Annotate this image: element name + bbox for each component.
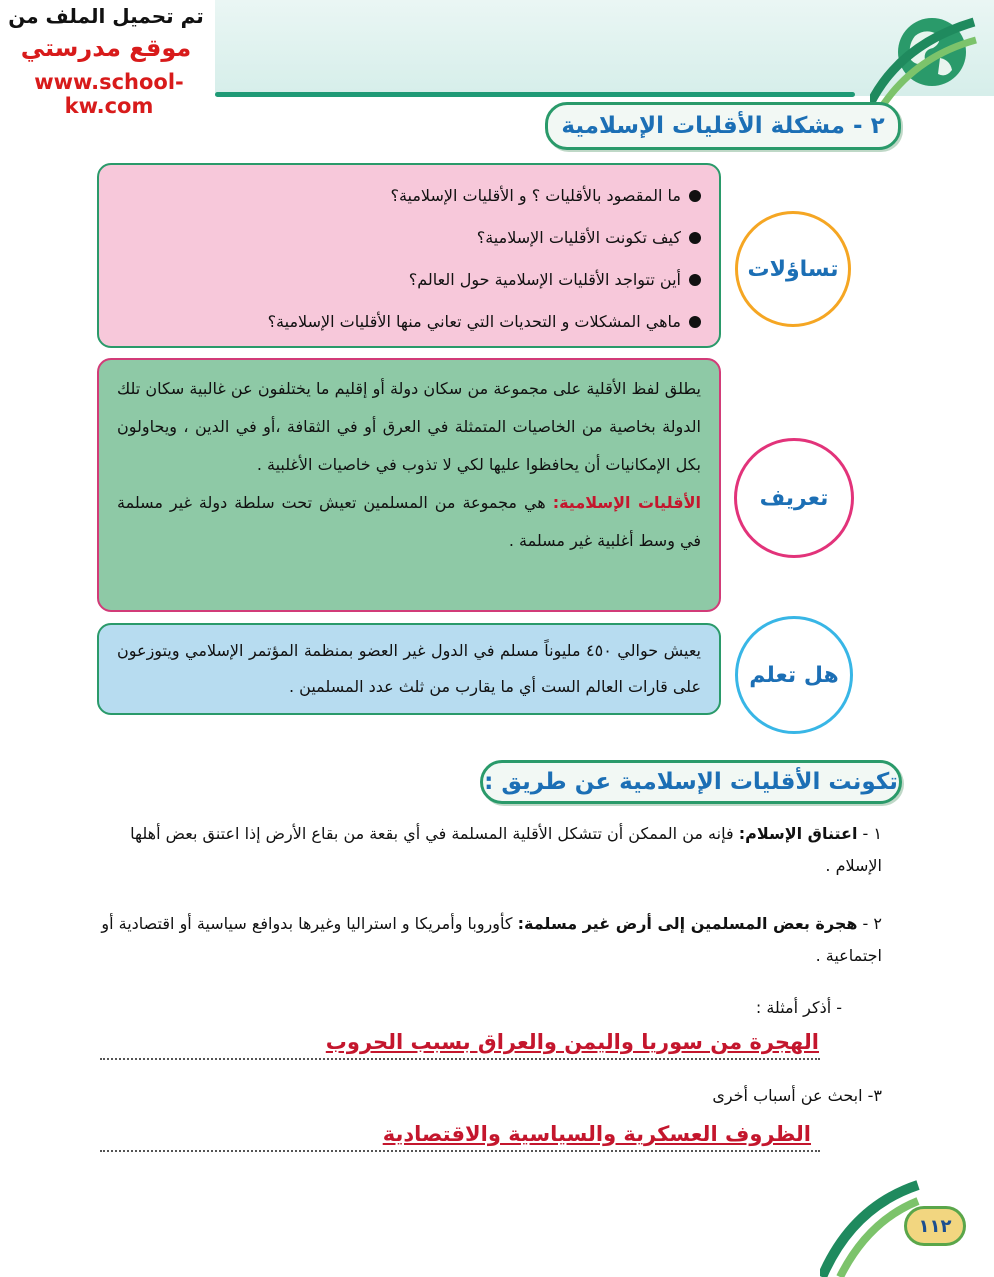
question-item: ماهي المشكلات و التحديات التي تعاني منها الأقليات الإسلامية؟ [117, 301, 701, 343]
definition-term-text: هي مجموعة من المسلمين تعيش تحت سلطة دولة غير مسلمة في وسط أغلبية غير مسلمة . [117, 493, 701, 550]
answer-2[interactable]: الظروف العسكرية والسياسية والاقتصادية [382, 1122, 811, 1146]
definition-label: تعريف [759, 485, 829, 511]
question-item: أين تتواجد الأقليات الإسلامية حول العالم؟ [117, 259, 701, 301]
question-item: كيف تكونت الأقليات الإسلامية؟ [117, 217, 701, 259]
watermark-url[interactable]: www.school-kw.com [34, 70, 184, 118]
item1-text: فإنه من الممكن أن تتشكل الأقلية المسلمة في أي بقعة من بقاع الأرض إذا اعتنق بعض أهلها الإسلام . [130, 824, 882, 875]
questions-badge [735, 211, 851, 327]
bullet-icon [689, 274, 701, 286]
answer-1[interactable]: الهجرة من سوريا واليمن والعراق بسبب الحروب [325, 1030, 819, 1054]
bullet-icon [689, 232, 701, 244]
page-number: ١١٢ [904, 1206, 966, 1246]
answer-line-1 [100, 1058, 820, 1060]
did-you-know-box [97, 623, 721, 715]
questions-box [97, 163, 721, 348]
did-you-know-badge [735, 616, 853, 734]
list-item-3: ٣- ابحث عن أسباب أخرى [712, 1086, 882, 1105]
item2-number: ٢ - [862, 914, 882, 933]
examples-prompt: - أذكر أمثلة : [755, 998, 842, 1017]
section2-title: تكونت الأقليات الإسلامية عن طريق : [484, 769, 898, 795]
list-item-1 [92, 818, 882, 882]
definition-box [97, 358, 721, 612]
definition-term: الأقليات الإسلامية: [552, 493, 701, 512]
definition-badge [734, 438, 854, 558]
questions-label: تساؤلات [747, 256, 839, 282]
did-you-know-label: هل تعلم [749, 662, 839, 688]
question-item: ما المقصود بالأقليات ؟ و الأقليات الإسلامية؟ [117, 175, 701, 217]
item1-number: ١ - [862, 824, 882, 843]
watermark-line1: تم تحميل الملف من [8, 4, 204, 28]
item2-text: كأوروبا وأمريكا و استراليا وغيرها بدوافع سياسية أو اقتصادية أو اجتماعية . [101, 914, 882, 965]
item2-heading: هجرة بعض المسلمين إلى أرض غير مسلمة: [517, 914, 858, 933]
bullet-icon [689, 316, 701, 328]
section1-title: ٢ - مشكلة الأقليات الإسلامية [561, 113, 885, 139]
watermark-line2: موقع مدرستي [20, 34, 192, 62]
item1-heading: اعتناق الإسلام: [738, 824, 858, 843]
bullet-icon [689, 190, 701, 202]
section1-title-pill [545, 102, 901, 150]
section2-title-pill [480, 760, 902, 804]
header-line [215, 92, 855, 97]
did-you-know-text: يعيش حوالي ٤٥٠ مليوناً مسلم في الدول غير العضو بمنظمة المؤتمر الإسلامي ويتوزعون على قارات العالم الست أي ما يقارب من ثلث عدد المسلمين . [117, 641, 701, 696]
globe-icon [870, 8, 980, 118]
definition-term-paragraph [117, 484, 701, 560]
list-item-2 [92, 908, 882, 972]
definition-text: يطلق لفظ الأقلية على مجموعة من سكان دولة أو إقليم ما يختلفون عن غالبية سكان تلك الدولة بخاصية من الخاصيات المتمثلة في العرق أو في الثقافة ،أو في الدين ، ويحاولون بكل الإمكانيات أن يحافظوا عليها لكي لا تذوب في خاصيات الأغلبية . [117, 379, 701, 474]
answer-line-2 [100, 1150, 820, 1152]
